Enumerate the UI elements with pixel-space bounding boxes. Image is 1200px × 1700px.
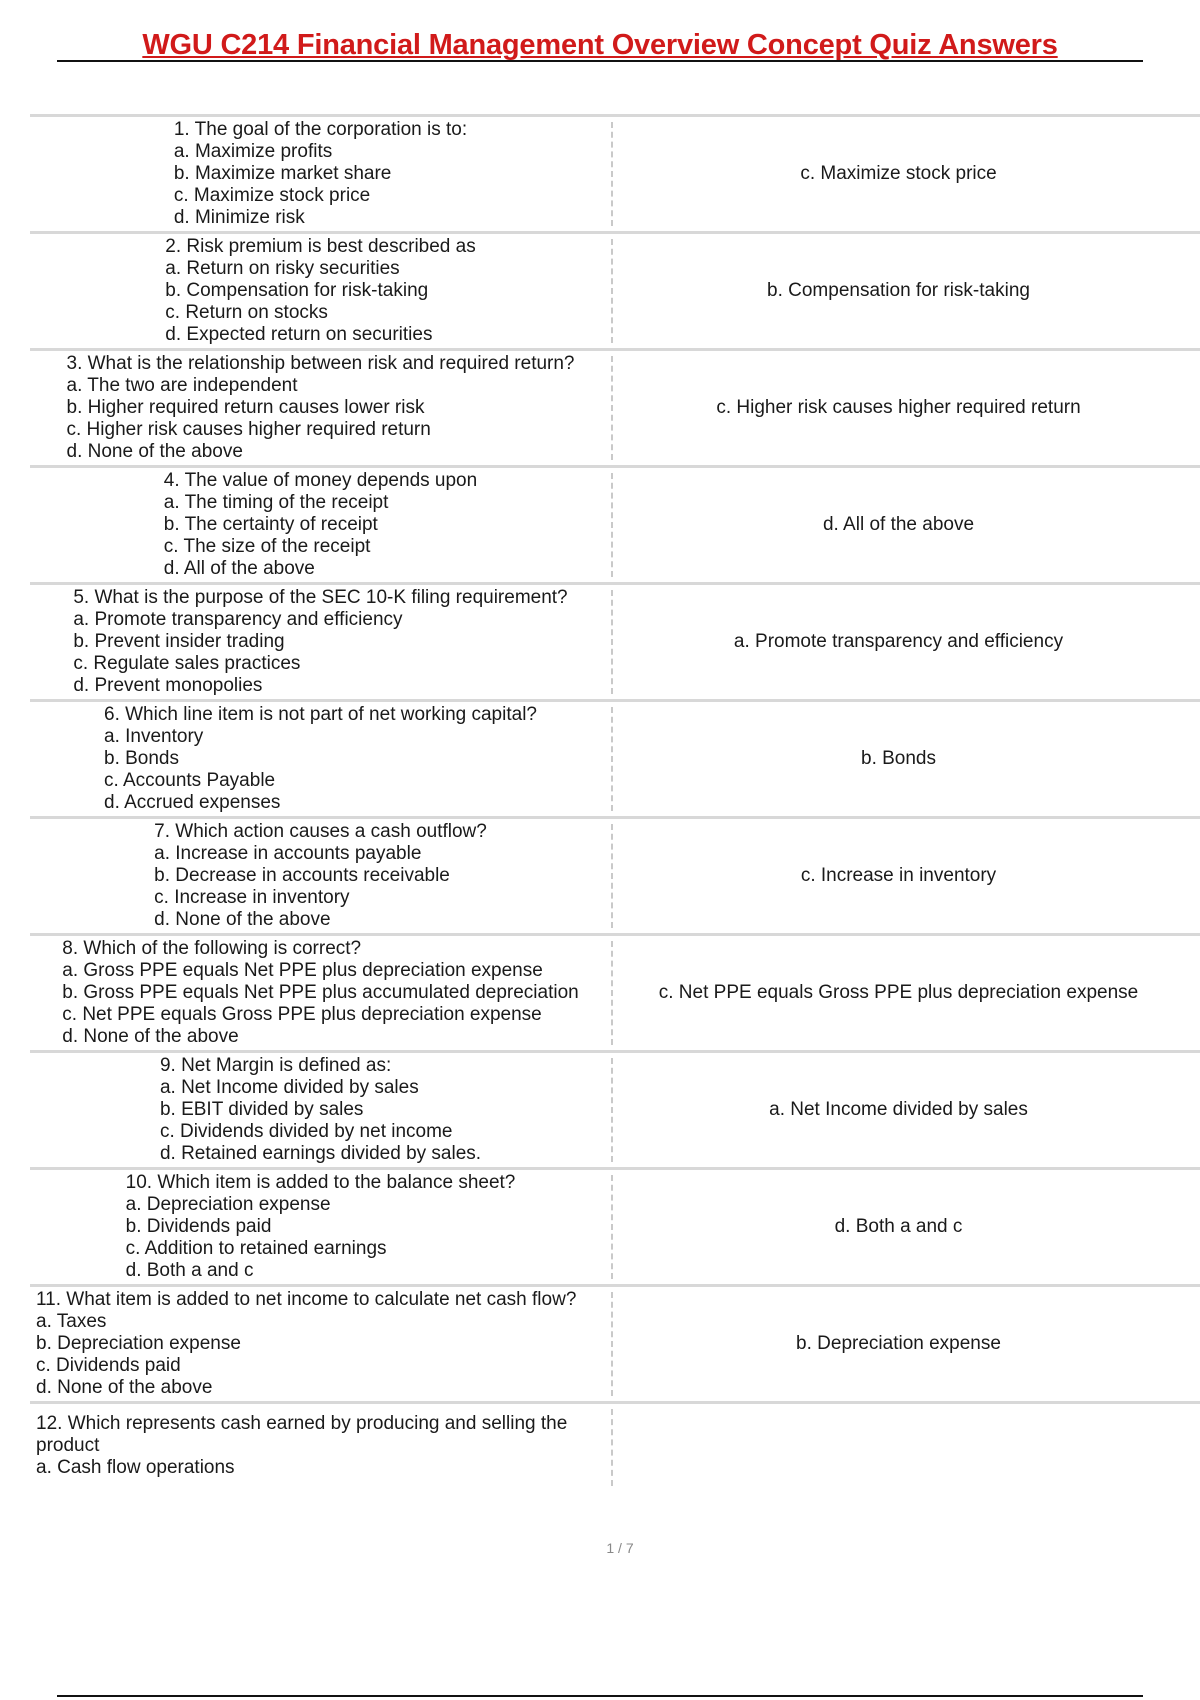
question-cell	[30, 470, 613, 579]
question-cell	[30, 821, 613, 930]
question-text: 7. Which action causes a cash outflow? a. Increase in accounts payable b. Decrease in accounts receivable c. Increase in inventory d. None of the above	[154, 821, 487, 930]
answer-cell: c. Higher risk causes higher required return	[716, 397, 1081, 418]
table-row	[30, 582, 1200, 699]
question-cell	[30, 1172, 613, 1281]
table-row	[30, 348, 1200, 465]
answer-cell: c. Maximize stock price	[800, 163, 997, 184]
answer-cell: b. Depreciation expense	[796, 1333, 1001, 1354]
question-cell	[30, 119, 613, 228]
answer-cell: c. Increase in inventory	[800, 865, 997, 886]
question-cell	[30, 1289, 613, 1398]
table-row	[30, 1167, 1200, 1284]
question-text: 5. What is the purpose of the SEC 10-K filing requirement? a. Promote transparency and efficiency b. Prevent insider trading c. Regulate sales practices d. Prevent monopolies	[73, 587, 568, 696]
title-bar	[57, 30, 1143, 62]
question-cell	[30, 1409, 613, 1486]
page-indicator: 1 / 7	[606, 1540, 634, 1556]
qa-table	[30, 114, 1200, 1491]
question-cell	[30, 587, 613, 696]
table-row	[30, 1050, 1200, 1167]
table-row	[30, 1284, 1200, 1401]
answer-cell	[613, 1404, 1200, 1491]
answer-cell: a. Net Income divided by sales	[769, 1099, 1028, 1120]
question-text: 4. The value of money depends upon a. The timing of the receipt b. The certainty of receipt c. The size of the receipt d. All of the above	[163, 470, 478, 579]
answer-cell: c. Net PPE equals Gross PPE plus depreciation expense	[658, 982, 1139, 1003]
question-cell	[30, 1055, 613, 1164]
answer-cell: b. Compensation for risk-taking	[767, 280, 1030, 301]
answer-cell: b. Bonds	[861, 748, 936, 769]
table-row	[30, 933, 1200, 1050]
question-text: 6. Which line item is not part of net working capital? a. Inventory b. Bonds c. Accounts Payable d. Accrued expenses	[104, 704, 537, 813]
page-title: WGU C214 Financial Management Overview Concept Quiz Answers	[142, 29, 1058, 61]
question-text: 2. Risk premium is best described as a. Return on risky securities b. Compensation for risk-taking c. Return on stocks d. Expected return on securities	[165, 236, 476, 345]
table-row	[30, 114, 1200, 231]
question-cell	[30, 236, 613, 345]
table-row	[30, 816, 1200, 933]
question-text: 10. Which item is added to the balance sheet? a. Depreciation expense b. Dividends paid c. Addition to retained earnings d. Both a and c	[125, 1172, 516, 1281]
table-row	[30, 231, 1200, 348]
question-text: 3. What is the relationship between risk and required return? a. The two are independent b. Higher required return causes lower risk c. Higher risk causes higher required return d. None of the above	[66, 353, 575, 462]
question-text: 8. Which of the following is correct? a. Gross PPE equals Net PPE plus depreciation expense b. Gross PPE equals Net PPE plus accumulated depreciation c. Net PPE equals Gross PPE plus depreciation expense d. None of the above	[62, 938, 579, 1047]
table-row	[30, 465, 1200, 582]
question-cell	[30, 353, 613, 462]
table-row	[30, 699, 1200, 816]
question-cell	[30, 704, 613, 813]
bottom-divider	[57, 1695, 1143, 1697]
question-text: 9. Net Margin is defined as: a. Net Income divided by sales b. EBIT divided by sales c. Dividends divided by net income d. Retained earnings divided by sales.	[159, 1055, 482, 1164]
question-text: 1. The goal of the corporation is to: a. Maximize profits b. Maximize market share c. Maximize stock price d. Minimize risk	[173, 119, 468, 228]
question-text: 12. Which represents cash earned by producing and selling the product a. Cash flow operations	[36, 1413, 568, 1478]
answer-cell: d. All of the above	[822, 514, 975, 535]
question-cell	[30, 938, 613, 1047]
answer-cell: d. Both a and c	[834, 1216, 963, 1237]
question-text: 11. What item is added to net income to calculate net cash flow? a. Taxes b. Depreciation expense c. Dividends paid d. None of the above	[36, 1289, 577, 1398]
answer-cell: a. Promote transparency and efficiency	[733, 631, 1064, 652]
table-row	[30, 1401, 1200, 1491]
